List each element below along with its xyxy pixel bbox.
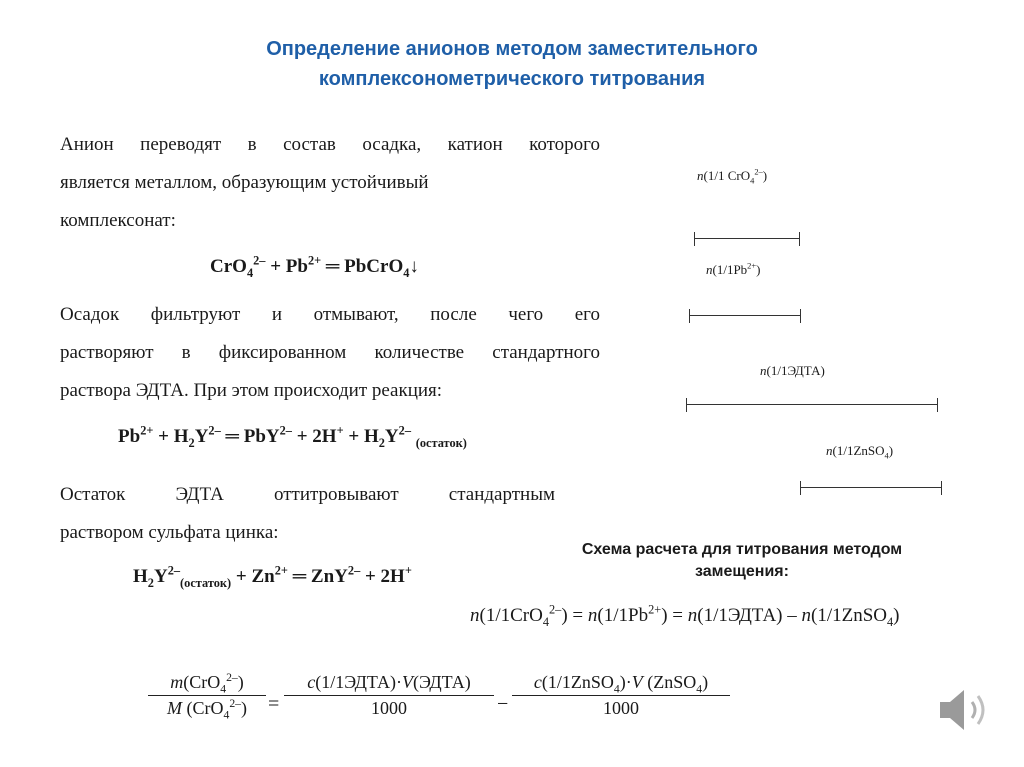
p2-line-1: Осадок фильтруют и отмывают, после чего его — [60, 304, 600, 325]
fraction-mass-denominator: M (CrO$_4^{2-}$) — [166, 697, 248, 722]
p3-line-2: раствором сульфата цинка: — [60, 522, 279, 543]
p1-line-2: является металлом, образующим устойчивый — [60, 172, 429, 193]
p2-line-2: растворяют в фиксированном количестве стандартного — [60, 342, 600, 363]
minus-sign: − — [497, 693, 509, 715]
p1-line-1: Анион переводят в состав осадка, катион которого — [60, 134, 600, 155]
fraction-edta-numerator: c(1/1ЭДТА)·V(ЭДТА) — [307, 672, 471, 692]
speaker-icon[interactable] — [934, 680, 994, 740]
equals-sign: = — [268, 693, 280, 715]
fraction-mass-line — [148, 695, 266, 696]
equation-3: $H_2Y^{2-}_{(остаток)} + Zn^{2+}$ ═ ZnY$^{2-}$ + 2H+ — [133, 563, 412, 590]
formula-equivalents: $n(1/1CrO_4^{2-}) = n(1/1Pb^{2+})$ = n(1/1ЭДТА) – n(1/1ZnSO$_4$) — [470, 602, 900, 629]
schema-title — [520, 539, 964, 583]
slide-title-line-2: комплексонометрического титрования — [318, 68, 706, 90]
diagram-label-pb: $n(1/1Pb^{2+})$ — [706, 260, 761, 277]
fraction-mass-ratio — [148, 671, 266, 722]
fraction-znso4 — [512, 672, 730, 719]
fraction-znso4-denominator: 1000 — [603, 698, 639, 718]
paragraph-3 — [60, 476, 555, 552]
fraction-edta-line — [284, 695, 494, 696]
diagram-bar-znso4 — [800, 481, 942, 495]
diagram-label-znso4: n(1/1ZnSO$_4$) — [826, 443, 894, 461]
p1-line-3: комплексонат: — [60, 210, 176, 231]
equation-2: $Pb^{2+} + H_2Y^{2-}$ ═ $PbY^{2-} + 2H^+ + H_2Y^{2-}$ $_{(остаток)}$ — [118, 423, 467, 450]
diagram-label-edta: n(1/1ЭДТА) — [760, 363, 825, 378]
schema-title-line-1: Схема расчета для титрования методом — [581, 541, 903, 558]
fraction-znso4-numerator: c(1/1ZnSO$_4$)·V (ZnSO$_4$) — [533, 672, 709, 696]
p3-line-1: Остаток ЭДТА оттитровывают стандартным — [60, 484, 555, 505]
fraction-edta-denominator: 1000 — [371, 698, 407, 718]
schema-title-line-2: замещения: — [695, 563, 789, 580]
diagram-bar-edta — [686, 398, 938, 412]
slide-title-line-1: Определение анионов методом заместительного — [266, 38, 758, 60]
diagram-bar-cro4 — [694, 232, 800, 246]
fraction-mass-numerator: m(CrO$_4^{2-}$) — [170, 671, 244, 696]
p2-line-3: раствора ЭДТА. При этом происходит реакция: — [60, 380, 443, 401]
diagram-label-cro4: n(1/1 CrO$_4^{2-}$) — [697, 166, 768, 186]
equation-1: $CrO_4^{2-} + Pb^{2+}$ ═ PbCrO$_4$↓ — [210, 253, 419, 280]
slide-title — [0, 34, 1024, 94]
paragraph-1 — [60, 126, 600, 240]
paragraph-2 — [60, 296, 600, 410]
diagram-bar-pb — [689, 309, 801, 323]
fraction-edta — [284, 672, 494, 719]
